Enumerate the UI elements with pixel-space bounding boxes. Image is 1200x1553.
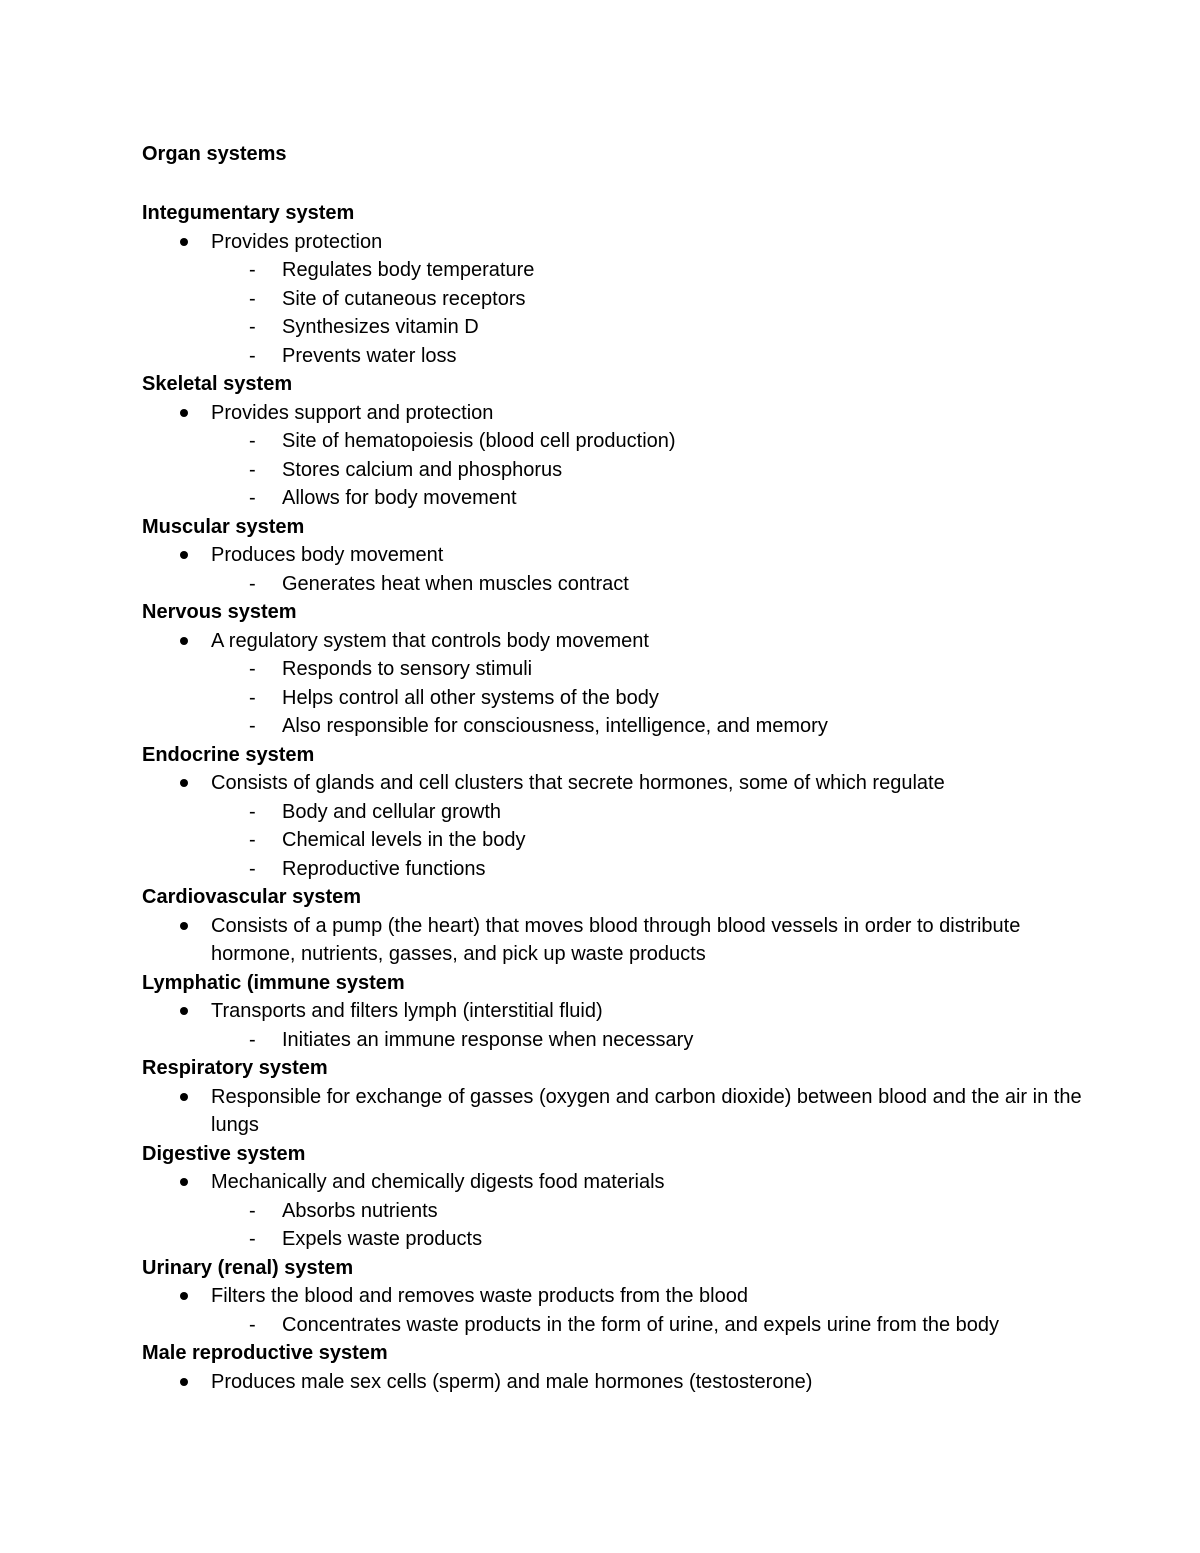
bullet-item (142, 1282, 1082, 1311)
sub-list-item (142, 313, 1082, 342)
section-heading: Endocrine system (142, 743, 315, 766)
section-block (142, 741, 1082, 884)
sub-list-item (142, 655, 1082, 684)
document-title: Organ systems (142, 143, 287, 165)
section-block (142, 1140, 1082, 1254)
sub-list-item (142, 427, 1082, 456)
bullet-text: Filters the blood and removes waste products from the blood (211, 1285, 748, 1307)
dash-marker: - (249, 686, 256, 709)
sub-item-text: Reproductive functions (282, 857, 486, 880)
bullet-item (142, 769, 1082, 798)
dash-marker: - (249, 658, 256, 680)
dash-marker: - (249, 1028, 256, 1051)
dash-marker: - (249, 316, 256, 338)
dash-marker: - (249, 287, 256, 310)
bullet-text: A regulatory system that controls body movement (211, 629, 649, 652)
section-block (142, 370, 1082, 513)
bullet-text: Consists of a pump (the heart) that moves blood through blood vessels in order to distribute hormone, nutrients, gasses, and pick up waste products (211, 914, 1021, 965)
sub-list-item (142, 342, 1082, 371)
dash-marker: - (249, 458, 256, 481)
bullet-item (142, 1368, 1082, 1397)
sub-list-item (142, 684, 1082, 713)
section-heading: Male reproductive system (142, 1342, 388, 1364)
section-heading: Urinary (renal) system (142, 1256, 354, 1279)
bullet-text: Provides protection (211, 230, 383, 253)
sub-item-text: Concentrates waste products in the form of urine, and expels urine from the body (282, 1313, 1000, 1336)
bullet-item (142, 399, 1082, 428)
bullet-item (142, 1083, 1082, 1140)
sub-list-item (142, 1197, 1082, 1226)
dash-marker: - (249, 259, 256, 281)
bullet-dot-icon (180, 1378, 188, 1386)
bullet-dot-icon (180, 779, 188, 787)
sub-list-item (142, 484, 1082, 513)
bullet-dot-icon (180, 922, 188, 930)
bullet-text: Consists of glands and cell clusters that secrete hormones, some of which regulate (211, 772, 945, 794)
section-block (142, 883, 1082, 969)
sub-item-text: Responds to sensory stimuli (282, 658, 533, 680)
bullet-item (142, 541, 1082, 570)
sub-item-text: Helps control all other systems of the body (282, 686, 659, 709)
section-block (142, 598, 1082, 741)
bullet-item (142, 1168, 1082, 1197)
section-block (142, 199, 1082, 370)
sub-item-text: Generates heat when muscles contract (282, 572, 629, 595)
dash-marker: - (249, 715, 256, 737)
dash-marker: - (249, 344, 256, 367)
dash-marker: - (249, 1228, 256, 1250)
section-heading: Digestive system (142, 1142, 306, 1165)
section-heading: Muscular system (142, 515, 305, 538)
sections-list (142, 199, 1082, 1396)
sub-list-item (142, 798, 1082, 827)
bullet-text: Provides support and protection (211, 401, 494, 424)
bullet-item (142, 912, 1082, 969)
bullet-text: Produces body movement (211, 544, 444, 566)
bullet-text: Responsible for exchange of gasses (oxygen and carbon dioxide) between blood and the air in the lungs (211, 1085, 1082, 1136)
dash-marker: - (249, 572, 256, 595)
bullet-dot-icon (180, 1007, 188, 1015)
dash-marker: - (249, 487, 256, 509)
section-heading: Integumentary system (142, 202, 355, 224)
section-block (142, 513, 1082, 599)
sub-item-text: Expels waste products (282, 1228, 483, 1250)
sub-list-item (142, 285, 1082, 314)
bullet-dot-icon (180, 1292, 188, 1300)
sub-list-item (142, 1026, 1082, 1055)
section-heading: Cardiovascular system (142, 886, 362, 908)
bullet-dot-icon (180, 551, 188, 559)
bullet-dot-icon (180, 1178, 188, 1186)
bullet-dot-icon (180, 409, 188, 417)
sub-list-item (142, 826, 1082, 855)
sub-list-item (142, 1225, 1082, 1254)
section-block (142, 1054, 1082, 1140)
sub-item-text: Site of hematopoiesis (blood cell production) (282, 430, 676, 452)
sub-item-text: Regulates body temperature (282, 259, 535, 281)
sub-item-text: Prevents water loss (282, 344, 457, 367)
dash-marker: - (249, 1199, 256, 1222)
section-block (142, 1339, 1082, 1396)
sub-list-item (142, 712, 1082, 741)
sub-item-text: Also responsible for consciousness, intelligence, and memory (282, 715, 828, 737)
sub-list-item (142, 855, 1082, 884)
sub-list-item (142, 256, 1082, 285)
bullet-text: Transports and filters lymph (interstitial fluid) (211, 1000, 603, 1022)
bullet-text: Mechanically and chemically digests food materials (211, 1171, 665, 1193)
section-block (142, 969, 1082, 1055)
sub-list-item (142, 570, 1082, 599)
sub-item-text: Stores calcium and phosphorus (282, 458, 563, 481)
section-block (142, 1254, 1082, 1340)
dash-marker: - (249, 800, 256, 823)
bullet-item (142, 228, 1082, 257)
bullet-dot-icon (180, 637, 188, 645)
section-heading: Lymphatic (immune system (142, 971, 405, 994)
section-heading: Respiratory system (142, 1057, 328, 1079)
dash-marker: - (249, 430, 256, 452)
bullet-dot-icon (180, 1093, 188, 1101)
bullet-item (142, 627, 1082, 656)
bullet-item (142, 997, 1082, 1026)
dash-marker: - (249, 829, 256, 851)
sub-list-item (142, 456, 1082, 485)
sub-item-text: Synthesizes vitamin D (282, 316, 479, 338)
section-heading: Nervous system (142, 601, 297, 623)
dash-marker: - (249, 857, 256, 880)
sub-item-text: Initiates an immune response when necessary (282, 1028, 694, 1051)
sub-item-text: Absorbs nutrients (282, 1199, 438, 1222)
sub-item-text: Body and cellular growth (282, 800, 502, 823)
bullet-dot-icon (180, 238, 188, 246)
sub-item-text: Site of cutaneous receptors (282, 287, 526, 310)
section-heading: Skeletal system (142, 373, 293, 395)
sub-list-item (142, 1311, 1082, 1340)
dash-marker: - (249, 1313, 256, 1336)
sub-item-text: Allows for body movement (282, 487, 517, 509)
sub-item-text: Chemical levels in the body (282, 829, 526, 851)
bullet-text: Produces male sex cells (sperm) and male hormones (testosterone) (211, 1370, 813, 1393)
